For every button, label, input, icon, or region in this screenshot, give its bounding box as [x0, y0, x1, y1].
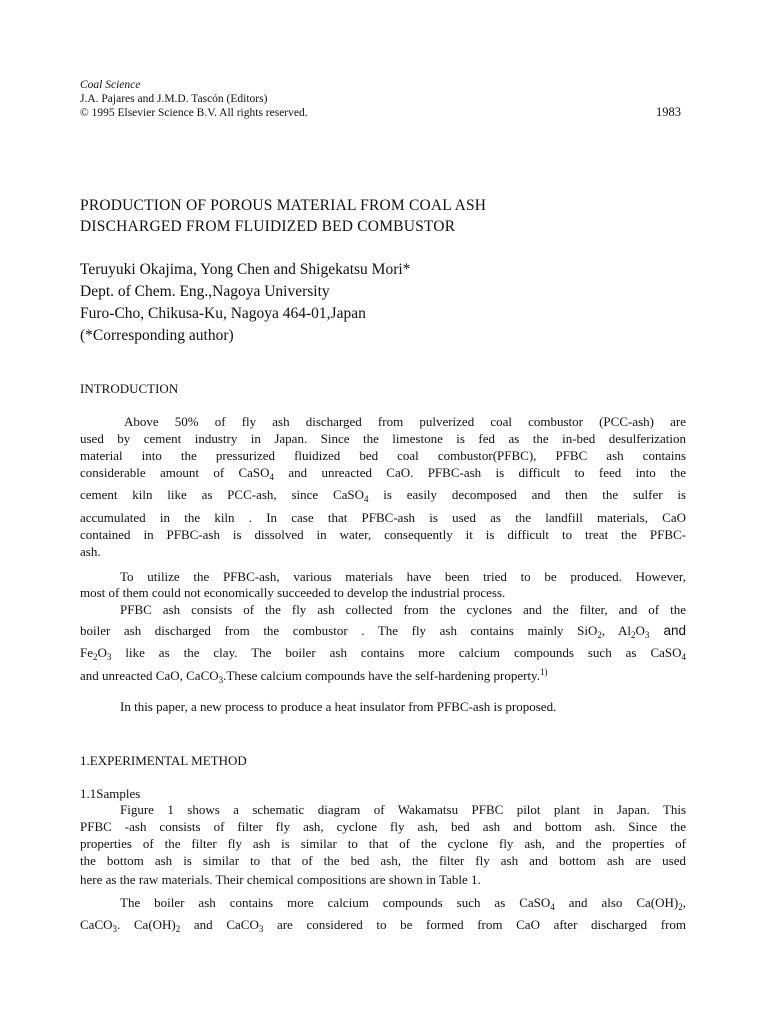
- text-line: CaCO$_3$. $Ca(OH)_2$ and CaCO$_3$ are considered to be formed from CaO after discharged from: [80, 917, 687, 934]
- method-paragraph-1: [80, 802, 686, 888]
- section-heading-method: 1.EXPERIMENTAL METHOD: [80, 753, 247, 768]
- intro-paragraph-4: [80, 699, 686, 715]
- text-line: material into the pressurized fluidized bed coal combustor(PFBC), PFBC ash contains: [80, 448, 686, 463]
- text-line: ash.: [80, 544, 101, 559]
- text-line: most of them could not economically succeeded to develop the industrial process.: [80, 585, 506, 600]
- method-paragraph-2: [80, 895, 686, 933]
- author-address: Furo-Cho, Chikusa-Ku, Nagoya 464-01,Japan: [80, 305, 366, 322]
- author-block: [80, 259, 410, 347]
- section-heading-introduction: INTRODUCTION: [80, 381, 179, 396]
- text-line: To utilize the PFBC-ash, various materials have been tried to be produced. However,: [120, 569, 686, 584]
- editors-line: J.A. Pajares and J.M.D. Tascón (Editors): [80, 93, 268, 105]
- author-dept: Dept. of Chem. Eng.,Nagoya University: [80, 283, 330, 300]
- text-line: PFBC ash consists of the fly ash collected from the cyclones and the filter, and of the: [120, 602, 686, 617]
- text-line: here as the raw materials. Their chemical compositions are shown in Table 1.: [80, 872, 481, 887]
- title-line-2: DISCHARGED FROM FLUIDIZED BED COMBUSTOR: [80, 218, 456, 235]
- header-block: [80, 78, 308, 120]
- text-line: the bottom ash is similar to that of the bed ash, the filter fly ash and bottom ash are used: [80, 853, 686, 868]
- text-line: considerable amount of CaSO$_4$ and unreacted CaO. PFBC-ash is difficult to feed into the: [80, 465, 686, 482]
- text-line: cement kiln like as PCC-ash, since CaSO$_4$ is easily decomposed and then the sulfer is: [80, 487, 686, 504]
- intro-paragraph-3: [80, 602, 686, 684]
- title-line-1: PRODUCTION OF POROUS MATERIAL FROM COAL ASH: [80, 197, 487, 214]
- text-line: Above 50% of fly ash discharged from pulverized coal combustor (PCC-ash) are: [124, 414, 686, 429]
- text-line: properties of the filter fly ash is similar to that of the cyclone fly ash, and the properties of: [80, 836, 686, 851]
- text-line: The boiler ash contains more calcium compounds such as CaSO$_4$ and also $Ca(OH)_2$,: [120, 895, 686, 912]
- corresponding-note: (*Corresponding author): [80, 327, 234, 344]
- copyright-line: © 1995 Elsevier Science B.V. All rights reserved.: [80, 107, 308, 119]
- text-line: and unreacted CaO, CaCO$_3$.These calcium compounds have the self-hardening property.$^{1)}$: [80, 667, 548, 685]
- text-line: boiler ash discharged from the combustor . The fly ash contains mainly SiO$_2$, $Al_2O_3$ and: [80, 623, 686, 640]
- text-line: $Fe_2O_3$ like as the clay. The boiler ash contains more calcium compounds such as CaSO$_4$: [80, 645, 686, 662]
- subsection-heading-samples: 1.1Samples: [80, 786, 141, 801]
- text-line: used by cement industry in Japan. Since the limestone is fed as the in-bed desulferization: [80, 431, 686, 446]
- intro-paragraph-1: [80, 414, 686, 560]
- text-line: Figure 1 shows a schematic diagram of Wakamatsu PFBC pilot plant in Japan. This: [120, 802, 686, 817]
- author-names: Teruyuki Okajima, Yong Chen and Shigekatsu Mori*: [80, 261, 411, 278]
- text-line: PFBC -ash consists of filter fly ash, cyclone fly ash, bed ash and bottom ash. Since the: [80, 819, 686, 834]
- text-line: In this paper, a new process to produce a heat insulator from PFBC-ash is proposed.: [120, 699, 557, 714]
- text-line: accumulated in the kiln . In case that PFBC-ash is used as the landfill materials, CaO: [80, 510, 686, 525]
- text-line: contained in PFBC-ash is dissolved in water, consequently it is difficult to treat the PFBC-: [80, 527, 686, 542]
- intro-paragraph-2: [80, 569, 686, 601]
- paper-title: [80, 195, 486, 237]
- journal-name: Coal Science: [80, 79, 141, 91]
- page-number: 1983: [656, 105, 681, 119]
